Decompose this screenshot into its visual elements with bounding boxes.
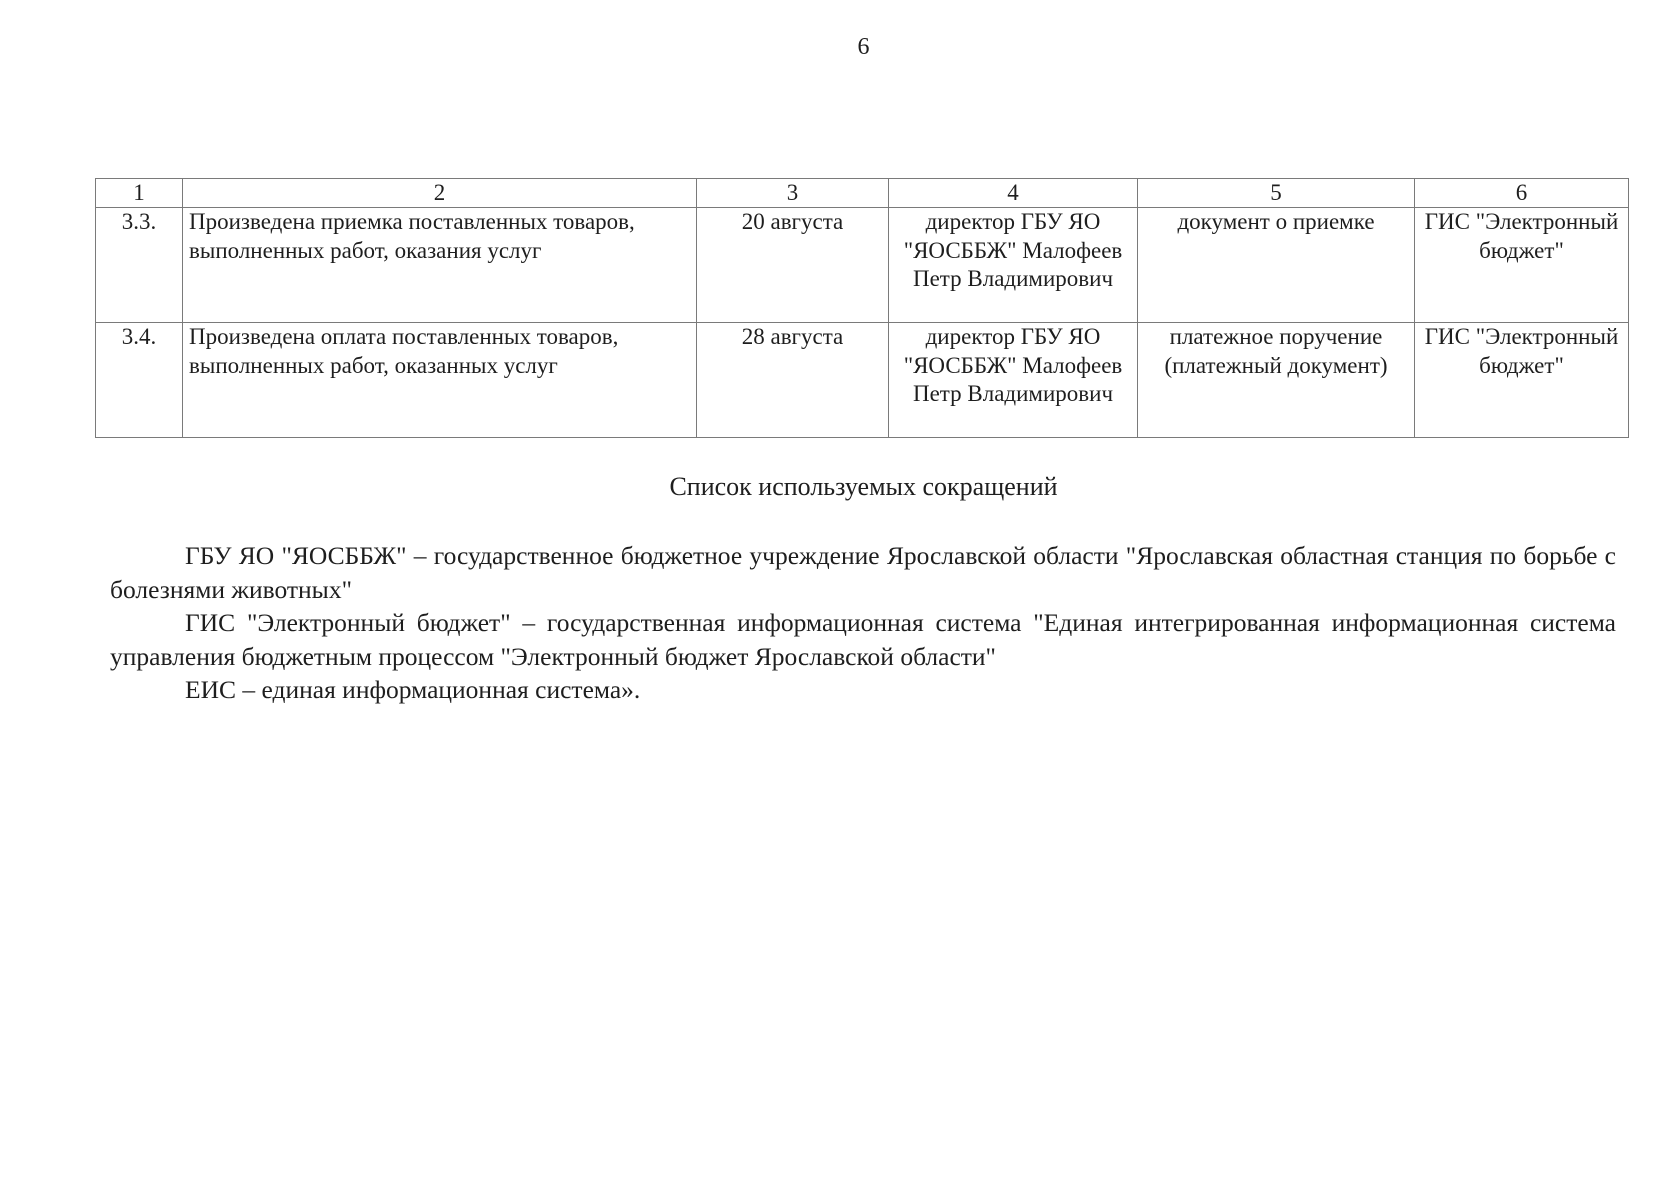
event-date: 20 августа: [697, 208, 889, 323]
row-number: 3.4.: [96, 323, 183, 438]
event-description: Произведена приемка поставленных товаров, выполненных работ, оказания услуг: [183, 208, 697, 323]
responsible-person: директор ГБУ ЯО "ЯОСББЖ" Малофеев Петр Владимирович: [889, 208, 1138, 323]
confirming-document: платежное поручение (платежный документ): [1138, 323, 1415, 438]
information-system: ГИС "Электронный бюджет": [1415, 323, 1629, 438]
information-system: ГИС "Электронный бюджет": [1415, 208, 1629, 323]
abbreviation-item: ЕИС – единая информационная система».: [185, 675, 641, 704]
column-header: 4: [889, 179, 1138, 208]
table-header-row: [96, 179, 1629, 208]
abbreviation-item: ГБУ ЯО "ЯОСББЖ" – государственное бюджетное учреждение Ярославской области "Ярославская областная станция по борьбе с болезнями животных": [110, 541, 1616, 604]
column-header: 5: [1138, 179, 1415, 208]
column-header: 3: [697, 179, 889, 208]
table-row: [96, 208, 1629, 323]
confirming-document: документ о приемке: [1138, 208, 1415, 323]
table-row: [96, 323, 1629, 438]
event-date: 28 августа: [697, 323, 889, 438]
column-header: 1: [96, 179, 183, 208]
column-header: 6: [1415, 179, 1629, 208]
schedule-table: [95, 178, 1629, 438]
page-number: 6: [857, 34, 870, 60]
row-number: 3.3.: [96, 208, 183, 323]
column-header: 2: [183, 179, 697, 208]
event-description: Произведена оплата поставленных товаров, выполненных работ, оказанных услуг: [183, 323, 697, 438]
abbreviation-item: ГИС "Электронный бюджет" – государственная информационная система "Единая интегрированная информационная система управления бюджетным процессом "Электронный бюджет Ярославской области": [110, 608, 1616, 671]
abbreviations-list: [110, 539, 1616, 707]
abbreviations-title: Список используемых сокращений: [669, 472, 1058, 501]
responsible-person: директор ГБУ ЯО "ЯОСББЖ" Малофеев Петр Владимирович: [889, 323, 1138, 438]
